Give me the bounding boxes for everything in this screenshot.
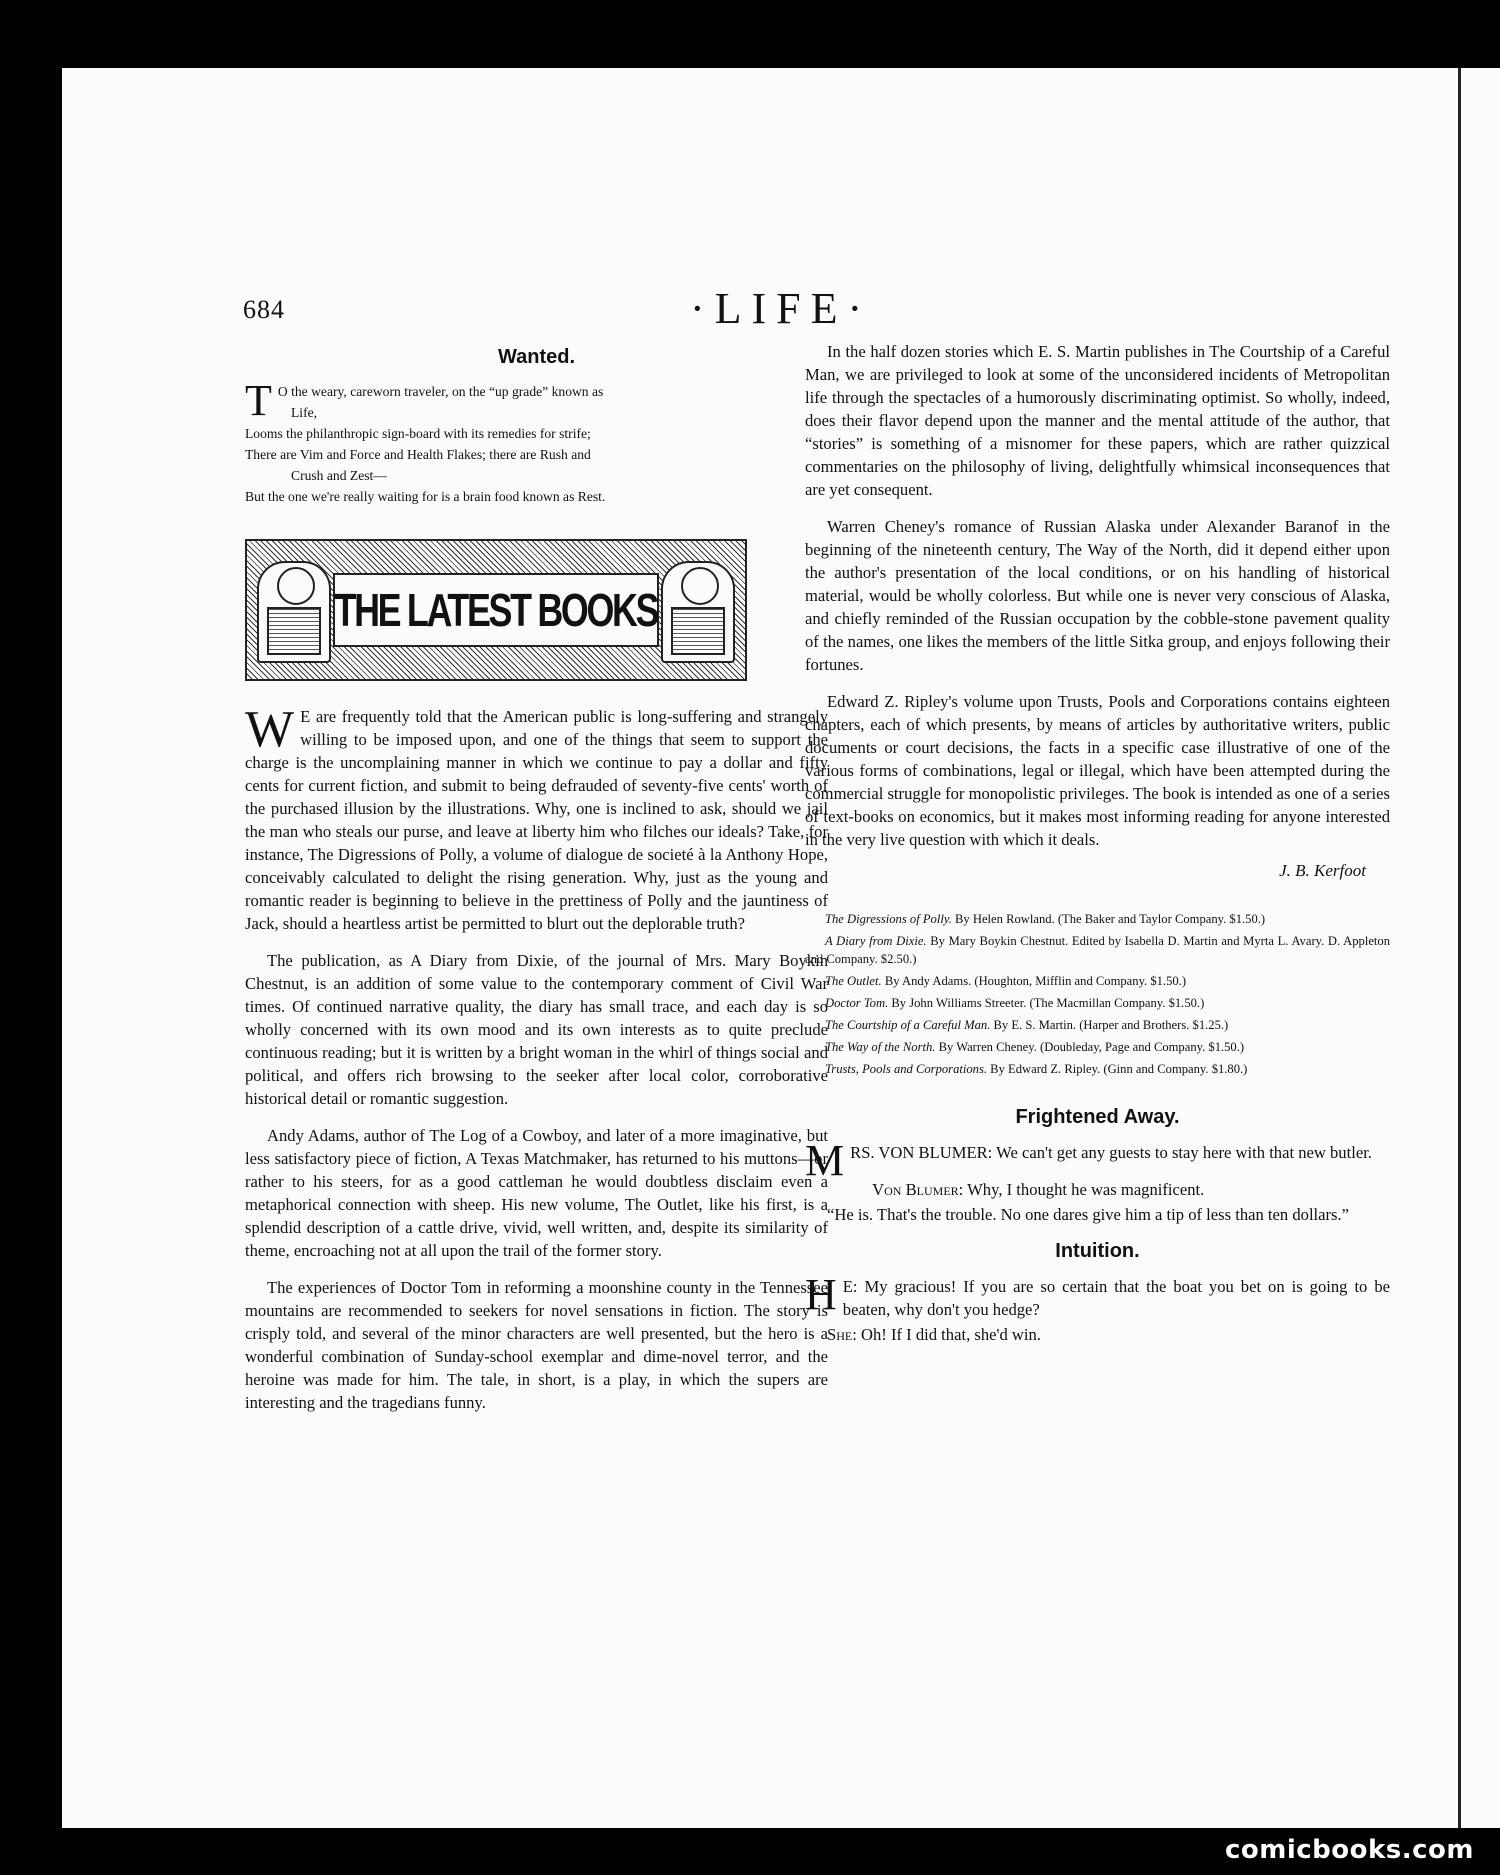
bibliography-entry: A Diary from Dixie. By Mary Boykin Chestnut. Edited by Isabella D. Martin and Myrta L. Avary. D. Appleton and Company. $2.50.) bbox=[805, 934, 1391, 966]
reviewer-signature: J. B. Kerfoot bbox=[1279, 861, 1366, 880]
page-number: 684 bbox=[243, 295, 285, 324]
bibliography-entry: The Way of the North. By Warren Cheney. (Doubleday, Page and Company. $1.50.) bbox=[825, 1040, 1245, 1054]
drop-cap: W bbox=[245, 701, 295, 758]
joke-line: Von Blumer: Why, I thought he was magnificent. bbox=[872, 1180, 1205, 1199]
site-watermark: comicbooks.com bbox=[1224, 1835, 1474, 1865]
poem-line: There are Vim and Force and Health Flakes; there are Rush and bbox=[245, 447, 591, 462]
review-paragraph: W E are frequently told that the American public is long-suffering and strangely willing to be imposed upon, and one of the things that seem to support the charge is the uncomplaining manner in which we continue to pay a dollar and fifty cents for current fiction, and submit to being defrauded of seventy-five cents' worth of the purchased illusion by the illustrations. Why, one is inclined to ask, should we jail the man who steals our purse, and leave at liberty him who filches our ideals? Take, for instance, The Digressions of Polly, a volume of dialogue de societé à la Anthony Hope, conceivably calculated to delight the rising generation. Why, just as the young and romantic reader is beginning to believe in the prettiness of Polly and the jauntiness of Jack, should a heartless artist be permitted to blurt out the deplorable truth? bbox=[245, 701, 828, 933]
bibliography-entry: The Digressions of Polly. By Helen Rowland. (The Baker and Taylor Company. $1.50.) bbox=[825, 912, 1266, 926]
joke-line: H E: My gracious! If you are so certain that the boat you bet on is going to be beaten, why don't you hedge? bbox=[805, 1270, 1390, 1319]
poem-line: But the one we're really waiting for is a brain food known as Rest. bbox=[245, 489, 606, 504]
bibliography-entry: Doctor Tom. By John Williams Streeter. (The Macmillan Company. $1.50.) bbox=[825, 996, 1205, 1010]
review-paragraph: Andy Adams, author of The Log of a Cowboy, and later of a more imaginative, but less satisfactory piece of fiction, A Texas Matchmaker, has returned to his muttons—or rather to his steers, for as a good cattleman he would doubtless disclaim even a metaphorical connection with sheep. His new volume, The Outlet, like his first, is a splendid description of a cattle drive, vivid, well written, and, despite its similarity of theme, encroaching not at all upon the trail of the former story. bbox=[245, 1126, 828, 1260]
banner-title: THE LATEST BOOKS bbox=[334, 583, 658, 636]
review-paragraph: The experiences of Doctor Tom in reforming a moonshine county in the Tennessee mountains are recommended to seekers for novel sensations in fiction. The story is crisply told, and several of the minor characters are well presented, but the hero is a wonderful combination of Sunday-school exemplar and dime-novel terror, and the heroine was made for him. The tale, in short, is a play, in which the supers are interesting and the tragedians funny. bbox=[245, 1278, 828, 1412]
bibliography-entry: The Courtship of a Careful Man. By E. S. Martin. (Harper and Brothers. $1.25.) bbox=[825, 1018, 1229, 1032]
joke-line: She: Oh! If I did that, she'd win. bbox=[827, 1325, 1041, 1344]
masthead-title: ·LIFE· bbox=[690, 284, 873, 333]
bibliography-entry: The Outlet. By Andy Adams. (Houghton, Mifflin and Company. $1.50.) bbox=[825, 974, 1187, 988]
drop-cap: M bbox=[805, 1136, 845, 1185]
left-column bbox=[245, 340, 828, 1428]
poem-line: Crush and Zest— bbox=[291, 468, 387, 483]
latest-books-banner bbox=[245, 539, 747, 681]
bibliography-list bbox=[805, 910, 1390, 1078]
wanted-heading: Wanted. bbox=[497, 346, 576, 368]
review-paragraph: The publication, as A Diary from Dixie, of the journal of Mrs. Mary Boykin Chestnut, is an addition of some value to the contemporary comment of Civil War times. Of continued narrative quality, the diary has small trace, and each day is so wholly concerned with its own mood and its own interests as to quite preclude continuous reading; but it is written by a bright woman in the whirl of things social and political, and offers rich browsing to the seeker after local color, corroborative historical detail or romantic suggestion. bbox=[245, 951, 828, 1108]
child-reading-icon bbox=[257, 561, 331, 663]
frightened-heading: Frightened Away. bbox=[1015, 1106, 1180, 1128]
joke-line: “He is. That's the trouble. No one dares give him a tip of less than ten dollars.” bbox=[827, 1205, 1350, 1224]
page-header bbox=[62, 273, 1452, 333]
review-paragraph: Warren Cheney's romance of Russian Alaska under Alexander Baranof in the beginning of the nineteenth century, The Way of the North, did it depend either upon the author's presentation of the local conditions, or on his handling of historical material, would be wholly colorless. But while one is never very conscious of Alaska, and chiefly reminded of the Russian occupation by the cobble-stone pavement quality of the names, one likes the members of the little Sitka group, and enjoys following their fortunes. bbox=[805, 517, 1390, 674]
child-reading-icon bbox=[661, 561, 735, 663]
joke-line: MRS. VON BLUMER: We can't get any guests to stay here with that new butler. bbox=[805, 1136, 1372, 1185]
bibliography-entry: Trusts, Pools and Corporations. By Edward Z. Ripley. (Ginn and Company. $1.80.) bbox=[825, 1062, 1248, 1076]
next-page-edge bbox=[1452, 68, 1500, 1828]
review-paragraph: Edward Z. Ripley's volume upon Trusts, Pools and Corporations contains eighteen chapters, each of which presents, by means of articles by authoritative writers, public documents or court decisions, the facts in a specific case illustrative of one of the various forms of combinations, legal or illegal, which have been attempted during the commercial struggle for monopolistic privileges. The book is intended as one of a series of text-books on economics, but it makes most informing reading for anyone interested in the very live question with which it deals. bbox=[805, 692, 1390, 849]
magazine-page bbox=[62, 68, 1452, 1828]
drop-cap: T bbox=[245, 376, 272, 425]
intuition-heading: Intuition. bbox=[1055, 1240, 1140, 1262]
right-column bbox=[805, 340, 1390, 1360]
poem-line: Life, bbox=[291, 405, 318, 420]
poem-line: Looms the philanthropic sign-board with its remedies for strife; bbox=[245, 426, 591, 441]
poem-line: O the weary, careworn traveler, on the “up grade” known as bbox=[277, 384, 604, 399]
wanted-poem bbox=[245, 376, 828, 507]
drop-cap: H bbox=[805, 1270, 837, 1319]
review-paragraph: In the half dozen stories which E. S. Martin publishes in The Courtship of a Careful Man, we are privileged to look at some of the unconsidered incidents of Metropolitan life through the spectacles of a humorously discriminating optimist. So wholly, indeed, does their flavor depend upon the manner and the mental attitude of the author, that “stories” is something of a misnomer for these papers, which are rather quizzical commentaries on the philosophy of living, delightfully whimsical inconsequences that are yet consequent. bbox=[805, 342, 1390, 499]
